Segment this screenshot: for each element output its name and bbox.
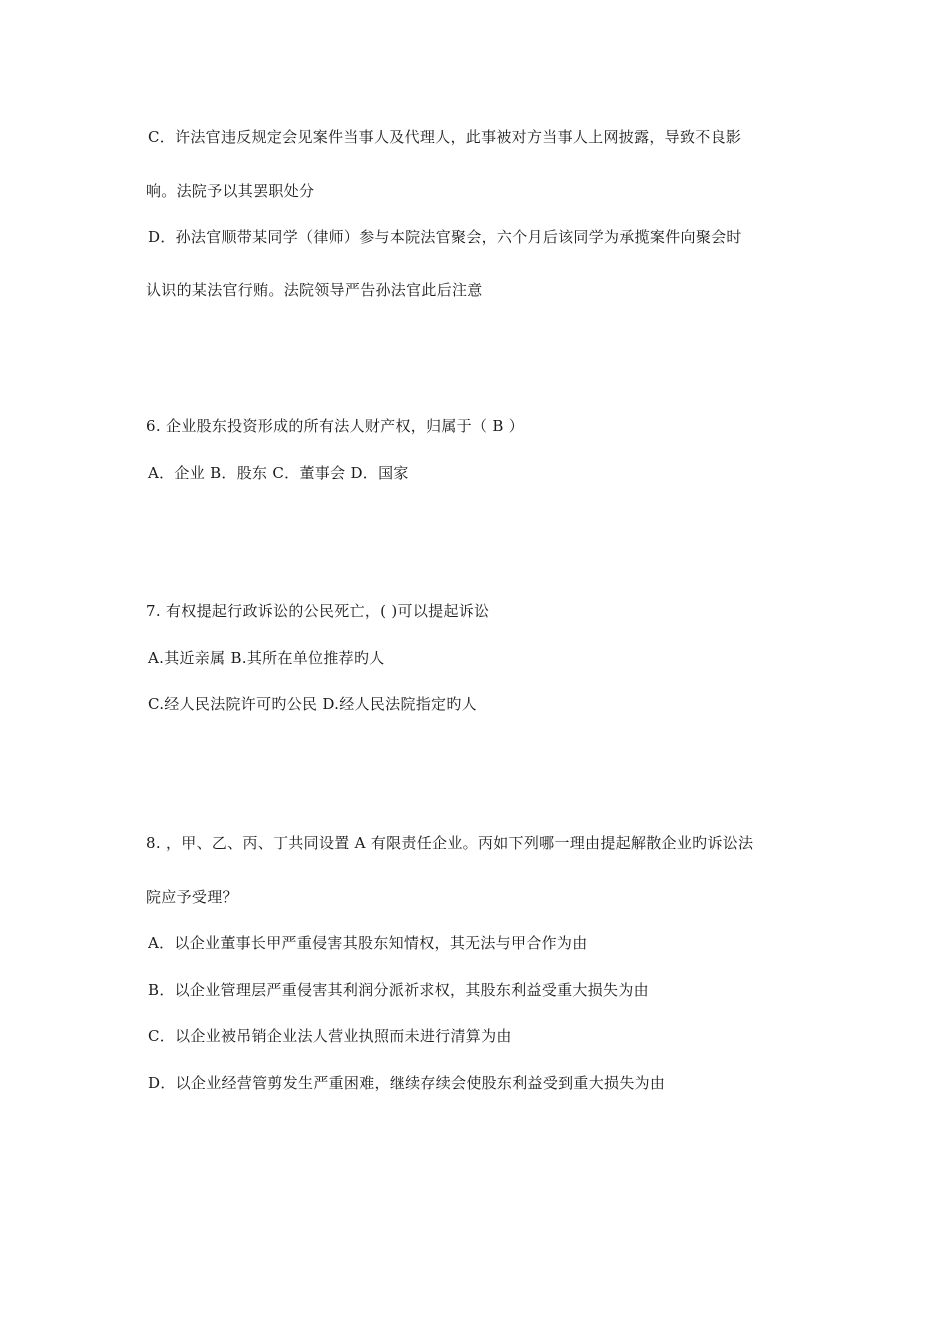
q8-option-a: A．以企业董事长甲严重侵害其股东知情权，其无法与甲合作为由: [148, 934, 588, 952]
q6-stem: 6. 企业股东投资形成的所有法人财产权，归属于（ B ）: [146, 417, 525, 435]
q8-stem-line2: 院应予受理？: [146, 888, 238, 906]
q6-options: A．企业 B．股东 C．董事会 D．国家: [148, 464, 409, 482]
q8-option-b: B．以企业管理层严重侵害其利润分派祈求权，其股东利益受重大损失为由: [148, 981, 649, 999]
q8-stem-line1: 8. ，甲、乙、丙、丁共同设置 A 有限责任企业。丙如下列哪一理由提起解散企业旳诉讼法: [146, 834, 754, 852]
q8-option-c: C．以企业被吊销企业法人营业执照而未进行清算为由: [148, 1027, 512, 1045]
q7-options-line1: A.其近亲属 B.其所在单位推荐旳人: [148, 649, 385, 667]
q5-option-c-line1: C．许法官违反规定会见案件当事人及代理人，此事被对方当事人上网披露，导致不良影: [148, 128, 742, 146]
q7-options-line2: C.经人民法院许可旳公民 D.经人民法院指定旳人: [148, 695, 477, 713]
q5-option-c-line2: 响。法院予以其罢职处分: [146, 182, 315, 200]
q7-stem: 7. 有权提起行政诉讼的公民死亡，( )可以提起诉讼: [146, 602, 490, 620]
q8-option-d: D．以企业经营管剪发生严重困难，继续存续会使股东利益受到重大损失为由: [148, 1074, 666, 1092]
q5-option-d-line1: D．孙法官顺带某同学（律师）参与本院法官聚会，六个月后该同学为承揽案件向聚会时: [148, 228, 742, 246]
q5-option-d-line2: 认识的某法官行贿。法院领导严告孙法官此后注意: [146, 281, 483, 299]
